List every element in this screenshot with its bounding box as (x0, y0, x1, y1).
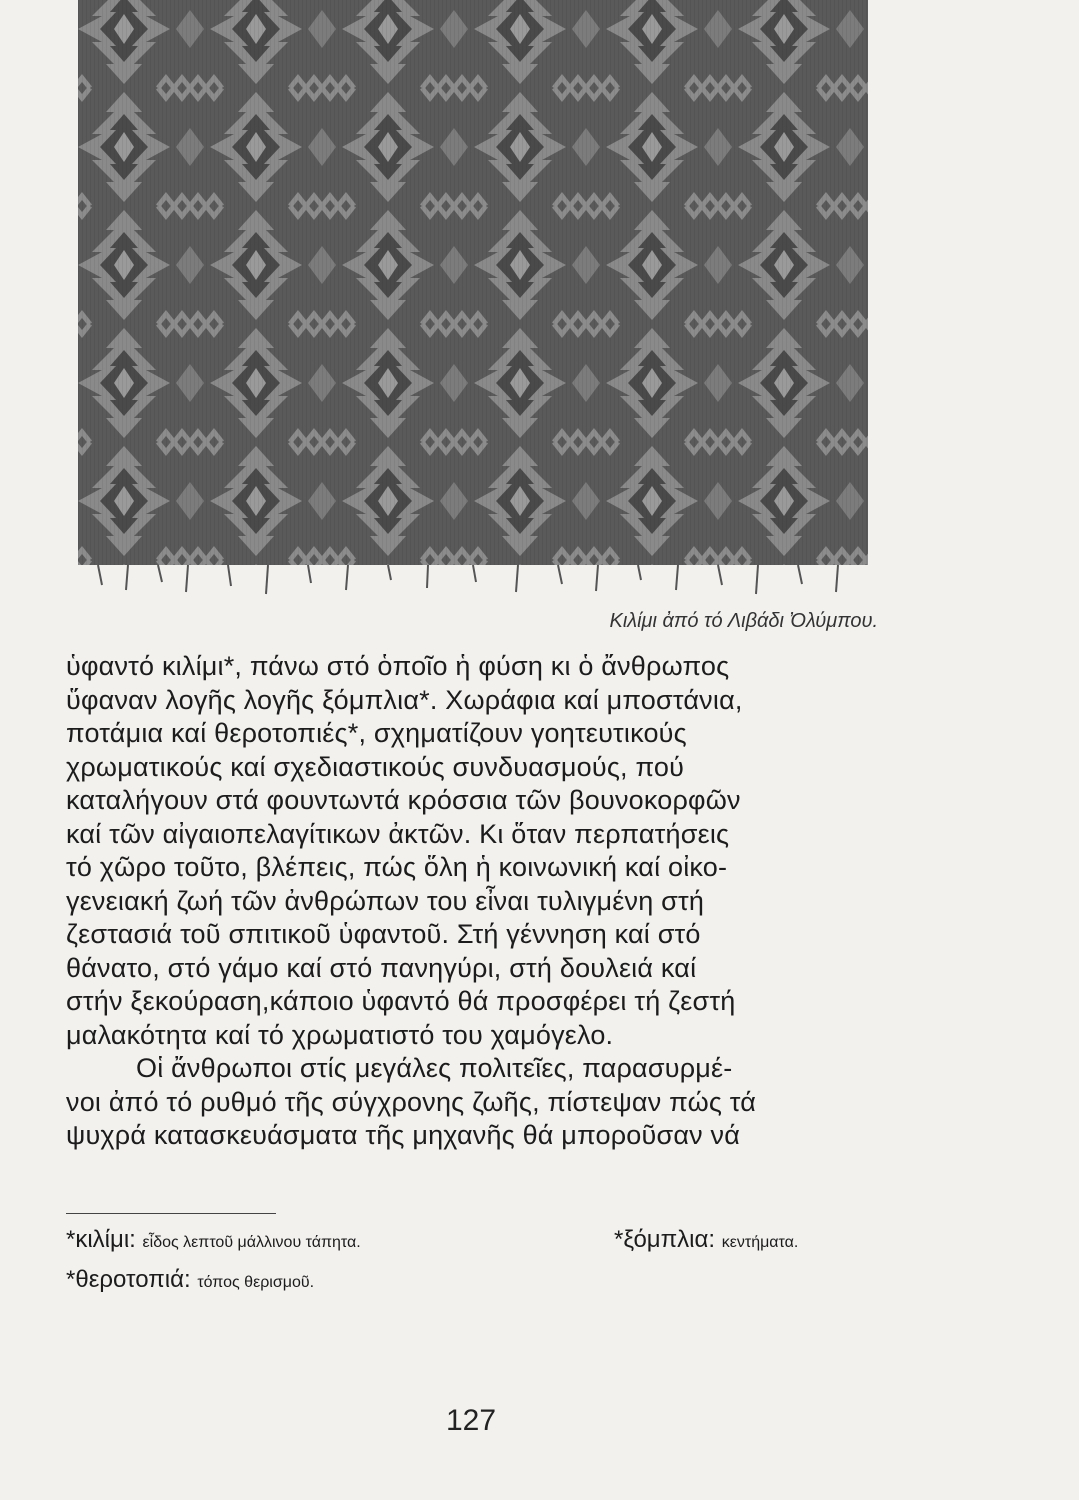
photo-caption: Κιλίμι ἀπό τό Λιβάδι Ὀλύμπου. (609, 610, 878, 632)
footnote-kilimi (66, 1226, 361, 1254)
text-line: ὕφαναν λογῆς λογῆς ξόμπλια*. Χωράφια καί μποστάνια, (66, 684, 743, 715)
text-line: τό χῶρο τοῦτο, βλέπεις, πώς ὅλη ἡ κοινωνική καί οἰκο- (66, 852, 728, 882)
footnote-definition: εἶδος λεπτοῦ μάλλινου τάπητα. (142, 1234, 361, 1251)
text-line: καί τῶν αἰγαιοπελαγίτικων ἀκτῶν. Κι ὅταν περπατήσεις (66, 818, 730, 849)
text-line: ζεστασιά τοῦ σπιτικοῦ ὑφαντοῦ. Στή γέννηση καί στό (66, 919, 701, 949)
footnote-term: *κιλίμι: (66, 1226, 136, 1253)
footnote-term: *θεροτοπιά: (66, 1266, 191, 1293)
text-line: ποτάμια καί θεροτοπιές*, σχηματίζουν γοητευτικούς (66, 718, 687, 748)
text-line: καταλήγουν στά φουντωντά κρόσσια τῶν βουνοκορφῶν (66, 785, 741, 815)
text-line: Οἱ ἄνθρωποι στίς μεγάλες πολιτεῖες, παρασυρμέ- (136, 1053, 733, 1083)
text-line: χρωματικούς καί σχεδιαστικούς συνδυασμούς, πού (66, 751, 685, 782)
footnote-definition: κεντήματα. (721, 1234, 799, 1251)
kilim-photo (78, 0, 868, 600)
body-text (66, 650, 881, 1153)
text-line: νοι ἀπό τό ρυθμό τῆς σύγχρονης ζωῆς, πίστεψαν πώς τά (66, 1086, 757, 1117)
text-line: ψυχρά κατασκευάσματα τῆς μηχανῆς θά μποροῦσαν νά (66, 1120, 741, 1150)
footnote-rule (66, 1213, 276, 1214)
text-line: μαλακότητα καί τό χρωματιστό του χαμόγελο. (66, 1019, 614, 1050)
kilim-image (78, 0, 868, 600)
text-line: θάνατο, στό γάμο καί στό πανηγύρι, στή δουλειά καί (66, 952, 697, 983)
footnote-definition: τόπος θερισμοῦ. (197, 1274, 315, 1291)
footnote-therotopia (66, 1266, 314, 1294)
footnote-term: *ξόμπλια: (614, 1226, 716, 1253)
footnote-xomplia (614, 1226, 798, 1254)
text-line: στήν ξεκούραση,κάποιο ὑφαντό θά προσφέρει τή ζεστή (66, 986, 736, 1016)
page-number: 127 (446, 1404, 497, 1437)
text-line: ὑφαντό κιλίμι*, πάνω στό ὁποῖο ἡ φύση κι ὁ ἄνθρωπος (66, 651, 730, 681)
text-line: γενειακή ζωή τῶν ἀνθρώπων του εἶναι τυλιγμένη στή (66, 885, 705, 916)
